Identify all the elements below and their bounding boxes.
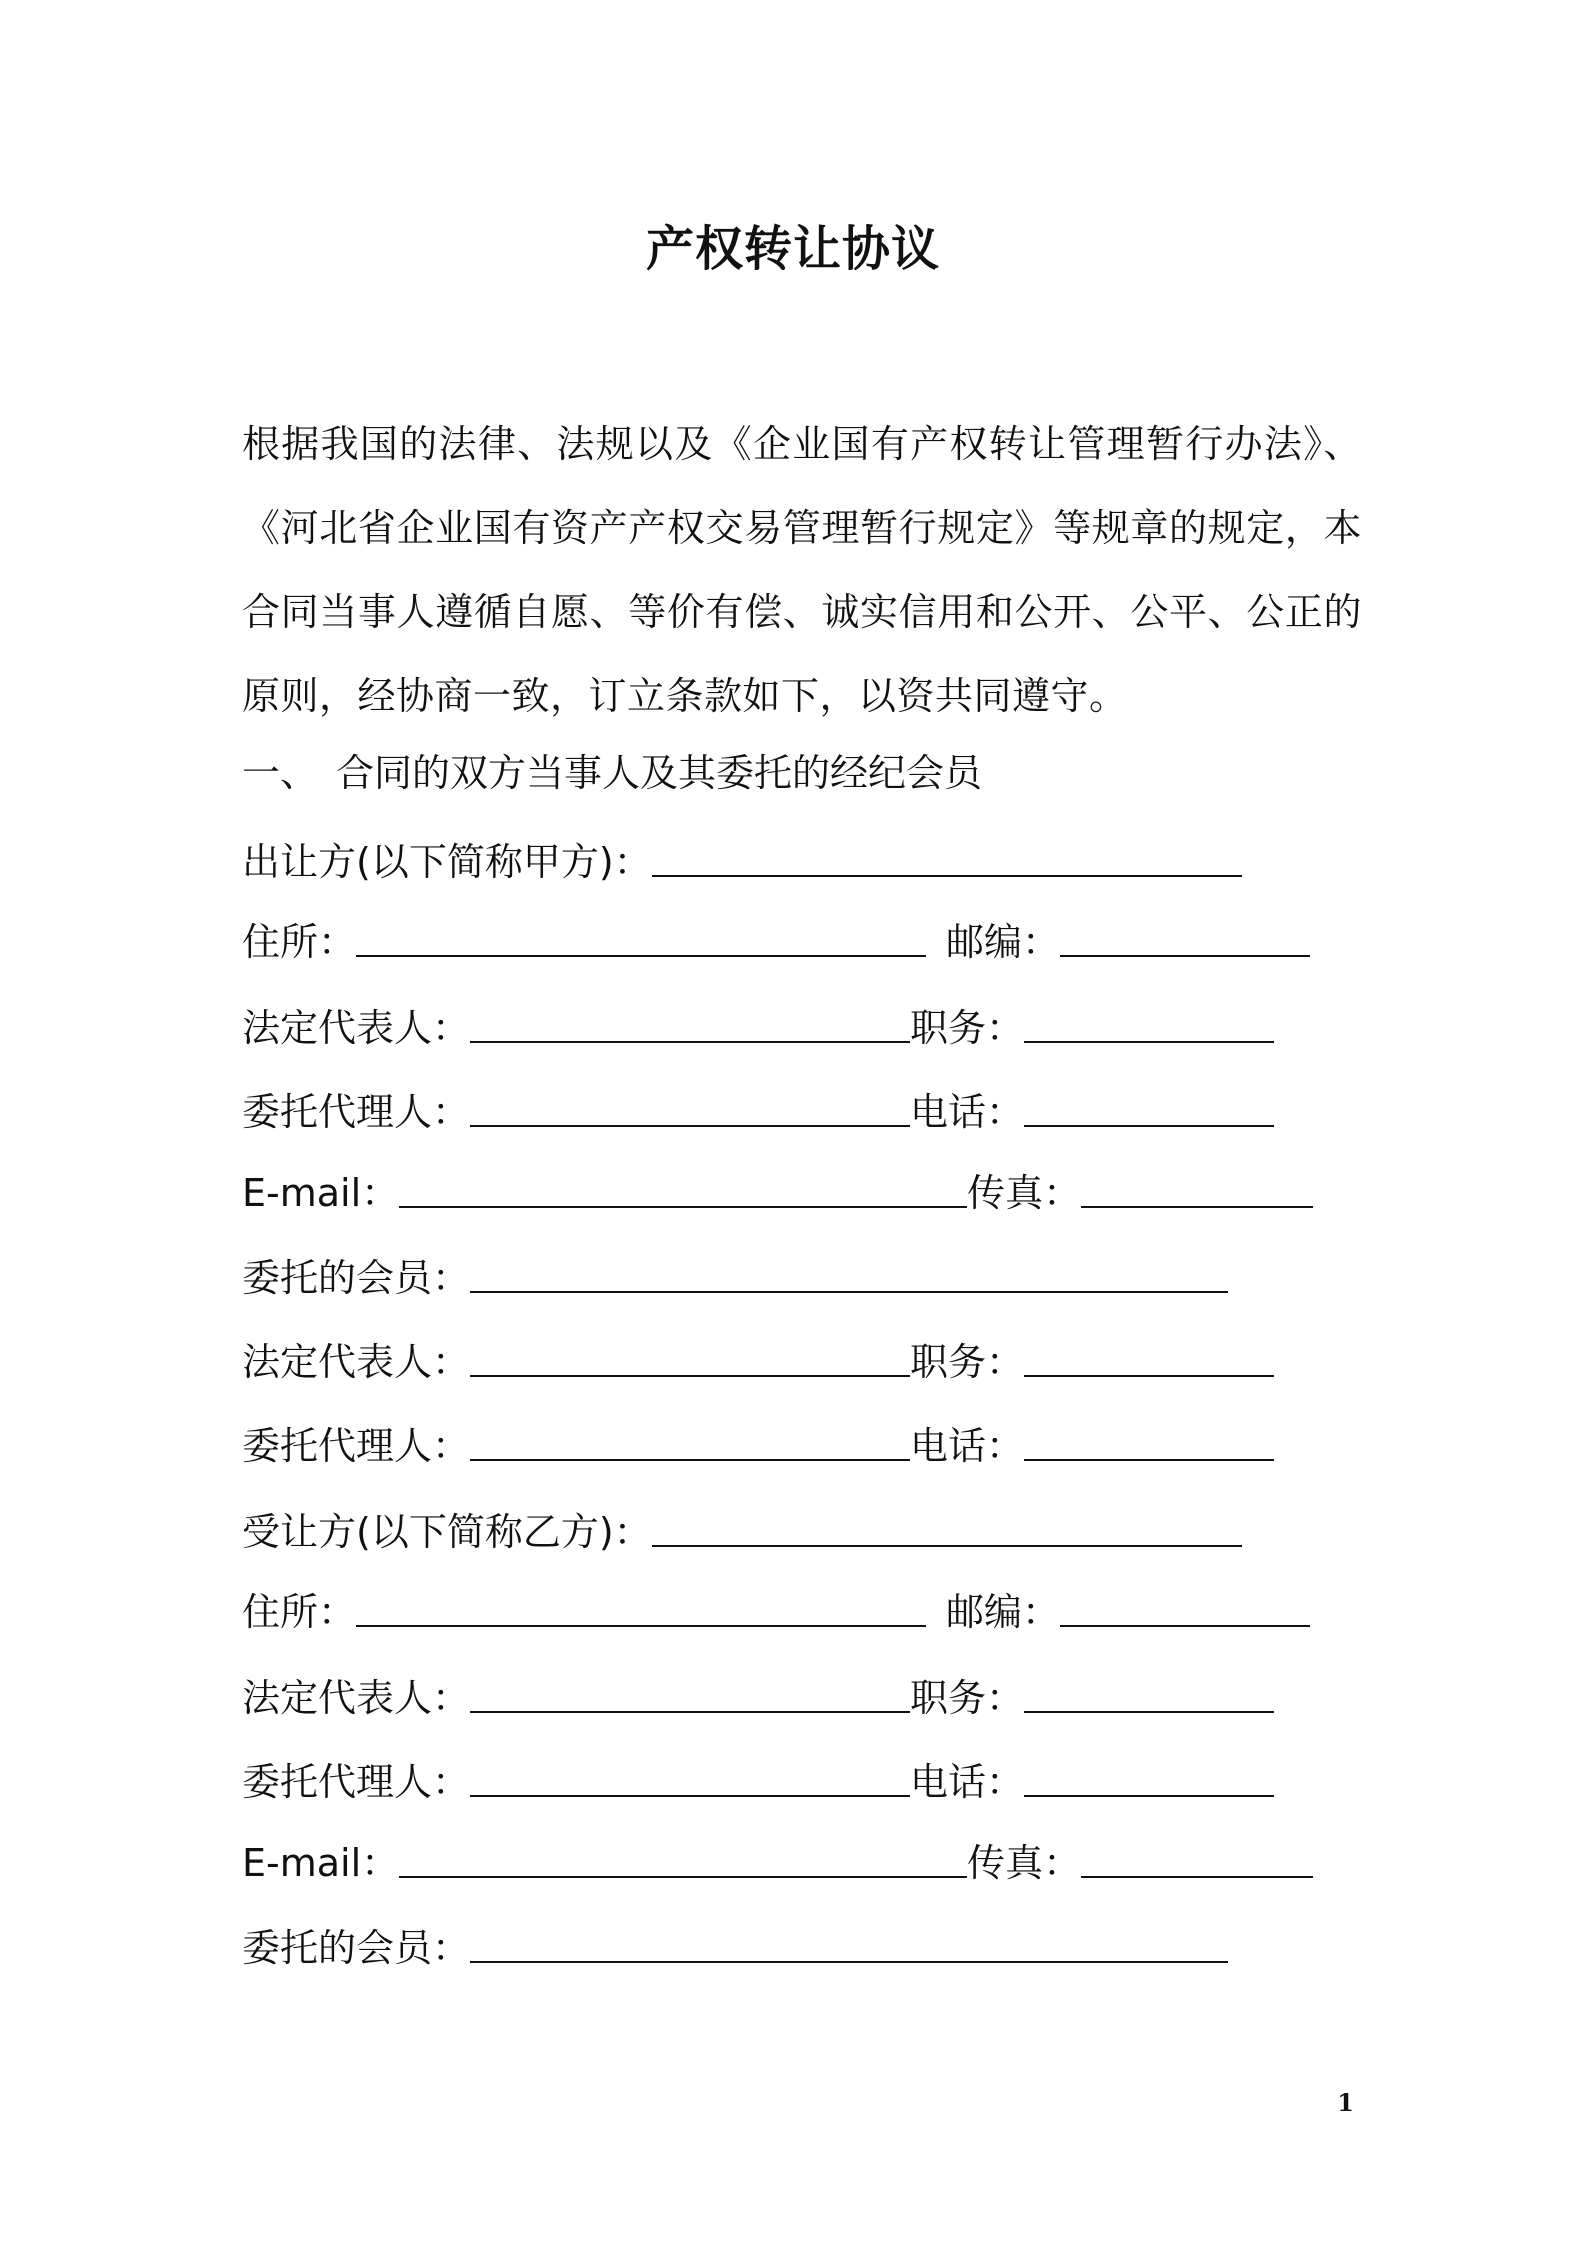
field-label-legal-rep: 法定代表人： [242,1340,471,1384]
field-label-position: 职务： [910,1006,1025,1050]
field-row-transferee [242,1502,1242,1562]
field-row-legal-rep-b [242,1668,1274,1728]
field-row-agent-b [242,1752,1274,1812]
blank-position-b[interactable] [1024,1671,1274,1713]
field-label-legal-rep: 法定代表人： [242,1006,471,1050]
blank-postcode-b[interactable] [1060,1585,1310,1627]
field-label-agent: 委托代理人： [242,1424,471,1468]
field-row-legal-rep-a [242,998,1274,1058]
field-label-transferor: 出让方(以下简称甲方)： [242,840,652,884]
field-label-agent: 委托代理人： [242,1760,471,1804]
field-label-position: 职务： [910,1340,1025,1384]
field-label-member: 委托的会员： [242,1926,471,1970]
blank-member-b[interactable] [470,1921,1228,1963]
blank-legal-rep-b[interactable] [470,1671,910,1713]
blank-address-b[interactable] [356,1585,926,1627]
blank-address-a[interactable] [356,915,926,957]
blank-agent-b[interactable] [470,1755,910,1797]
document-title: 产权转让协议 [645,221,940,277]
field-row-member-a [242,1248,1228,1308]
field-row-member-b [242,1918,1228,1978]
blank-member-legal-rep-a[interactable] [470,1335,910,1377]
field-row-email-b [242,1833,1313,1893]
field-label-legal-rep: 法定代表人： [242,1676,471,1720]
blank-postcode-a[interactable] [1060,915,1310,957]
blank-agent-a[interactable] [470,1085,910,1127]
field-row-address-a [242,912,1310,972]
blank-transferor[interactable] [652,835,1242,877]
blank-fax-a[interactable] [1081,1166,1313,1208]
blank-member-a[interactable] [470,1251,1228,1293]
field-row-member-agent-a [242,1416,1274,1476]
blank-fax-b[interactable] [1081,1836,1313,1878]
field-row-agent-a [242,1082,1274,1142]
field-label-phone: 电话： [910,1090,1025,1134]
field-label-fax: 传真： [967,1841,1082,1885]
blank-legal-rep-a[interactable] [470,1001,910,1043]
intro-paragraph: 根据我国的法律、法规以及《企业国有产权转让管理暂行办法》、《河北省企业国有资产产权交易管理暂行规定》等规章的规定，本合同当事人遵循自愿、等价有偿、诚实信用和公开、公平、公正的原则，经协商一致，订立条款如下，以资共同遵守。 [242,422,1362,718]
field-label-phone: 电话： [910,1760,1025,1804]
field-label-transferee: 受让方(以下简称乙方)： [242,1510,652,1554]
field-label-agent: 委托代理人： [242,1090,471,1134]
field-row-transferor [242,832,1242,892]
blank-member-phone-a[interactable] [1024,1419,1274,1461]
page-number: 1 [1337,2088,1354,2117]
field-label-address: 住所： [242,920,357,964]
field-label-email: E-mail： [242,1841,400,1885]
blank-position-a[interactable] [1024,1001,1274,1043]
field-label-member: 委托的会员： [242,1256,471,1300]
field-label-email: E-mail： [242,1171,400,1215]
blank-phone-b[interactable] [1024,1755,1274,1797]
blank-member-position-a[interactable] [1024,1335,1274,1377]
blank-email-b[interactable] [399,1836,967,1878]
field-label-position: 职务： [910,1676,1025,1720]
blank-email-a[interactable] [399,1166,967,1208]
section-1-title: 合同的双方当事人及其委托的经纪会员 [336,751,983,795]
field-label-fax: 传真： [967,1171,1082,1215]
field-label-address: 住所： [242,1590,357,1634]
field-row-member-legal-rep-a [242,1332,1274,1392]
section-1-number: 一、 [242,751,319,795]
field-label-phone: 电话： [910,1424,1025,1468]
field-label-postcode: 邮编： [946,1590,1061,1634]
field-label-postcode: 邮编： [946,920,1061,964]
blank-transferee[interactable] [652,1505,1242,1547]
field-row-address-b [242,1582,1310,1642]
field-row-email-a [242,1163,1313,1223]
blank-phone-a[interactable] [1024,1085,1274,1127]
blank-member-agent-a[interactable] [470,1419,910,1461]
section-1-heading [242,743,982,803]
